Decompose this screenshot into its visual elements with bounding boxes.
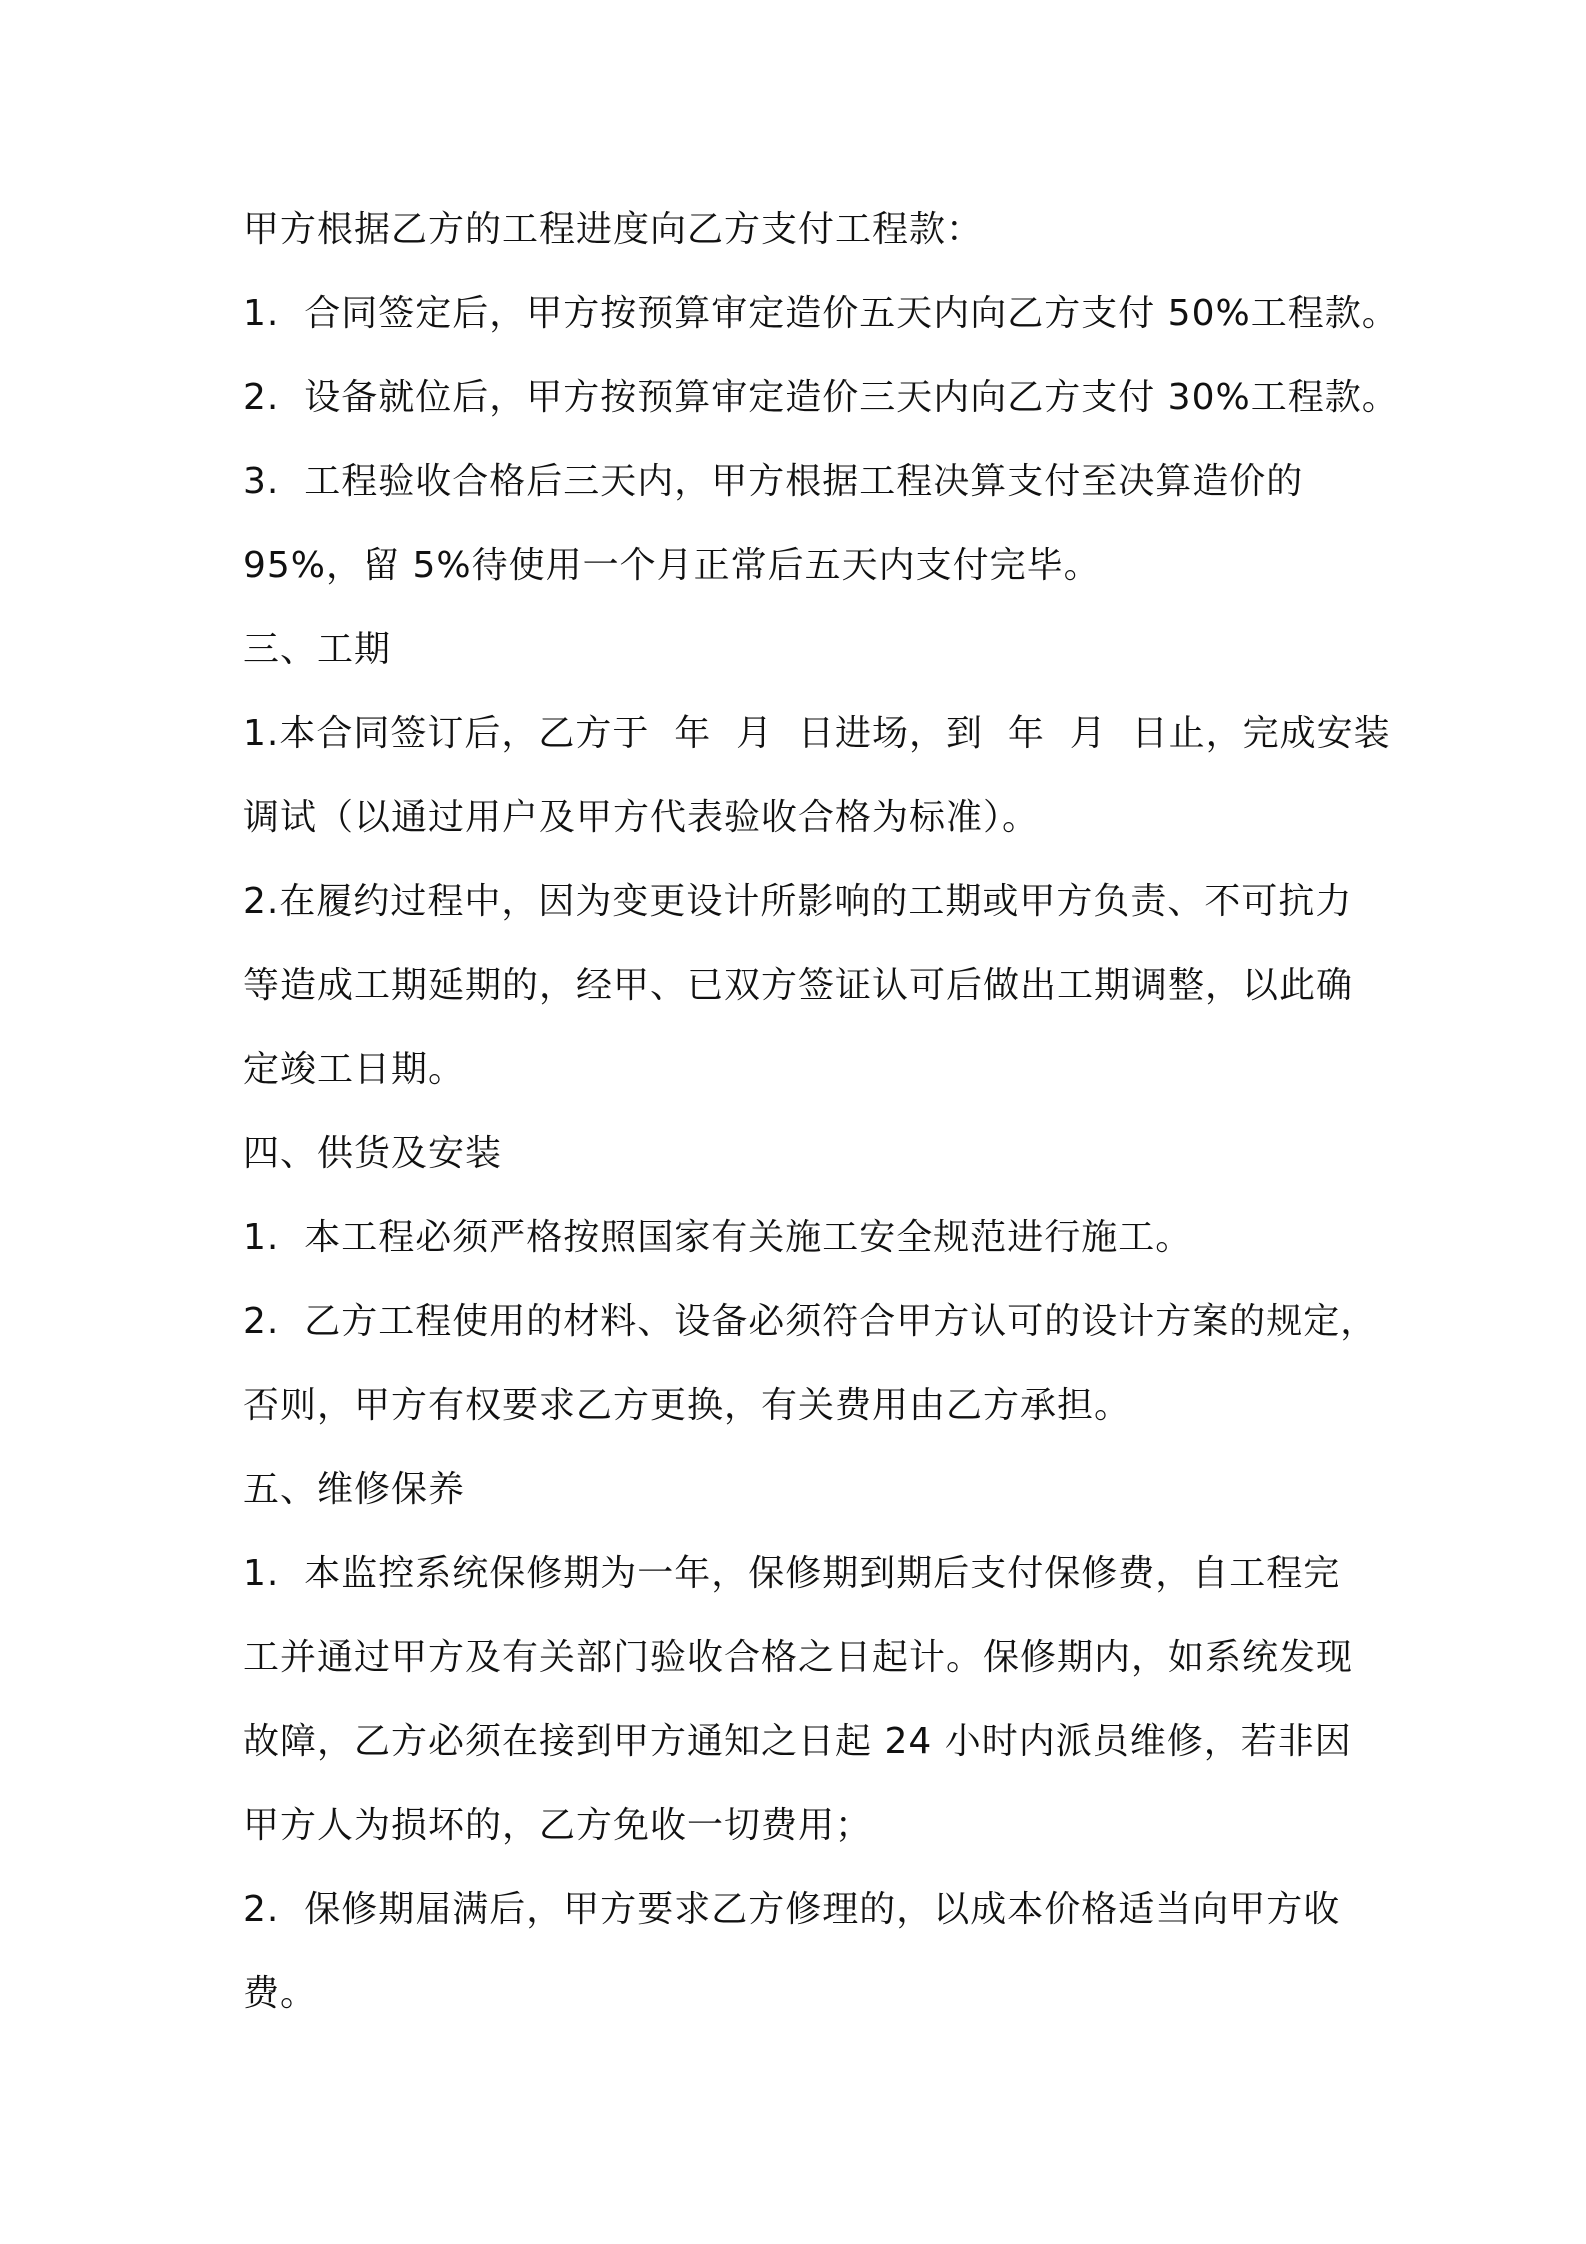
maintenance-item-1-line-3: 故障，乙方必须在接到甲方通知之日起 24 小时内派员维修，若非因: [243, 1721, 1352, 1762]
payment-intro-line: 甲方根据乙方的工程进度向乙方支付工程款：: [243, 209, 984, 250]
payment-item-1-line: 1. 合同签定后，甲方按预算审定造价五天内向乙方支付 50%工程款。: [243, 293, 1399, 334]
supply-item-1-line: 1. 本工程必须严格按照国家有关施工安全规范进行施工。: [243, 1217, 1193, 1258]
maintenance-item-2-line-1: 2. 保修期届满后，甲方要求乙方修理的，以成本价格适当向甲方收: [243, 1889, 1341, 1930]
schedule-item-2-line-2: 等造成工期延期的，经甲、已双方签证认可后做出工期调整，以此确: [243, 965, 1354, 1006]
schedule-item-2-line-3: 定竣工日期。: [243, 1049, 466, 1090]
schedule-item-1-line-2: 调试（以通过用户及甲方代表验收合格为标准）。: [243, 797, 1040, 838]
maintenance-item-2-line-2: 费。: [243, 1973, 318, 2014]
maintenance-item-1-line-4: 甲方人为损坏的，乙方免收一切费用；: [243, 1805, 873, 1846]
section-heading-schedule: 三、工期: [243, 629, 392, 670]
payment-item-3-line-2: 95%，留 5%待使用一个月正常后五天内支付完毕。: [243, 545, 1101, 586]
payment-item-2-line: 2. 设备就位后，甲方按预算审定造价三天内向乙方支付 30%工程款。: [243, 377, 1399, 418]
supply-item-2-line-1: 2. 乙方工程使用的材料、设备必须符合甲方认可的设计方案的规定，: [243, 1301, 1378, 1342]
section-heading-maintenance: 五、维修保养: [243, 1469, 466, 1510]
payment-item-3-line-1: 3. 工程验收合格后三天内，甲方根据工程决算支付至决算造价的: [243, 461, 1304, 502]
section-heading-supply: 四、供货及安装: [243, 1133, 503, 1174]
supply-item-2-line-2: 否则，甲方有权要求乙方更换，有关费用由乙方承担。: [243, 1385, 1132, 1426]
maintenance-item-1-line-2: 工并通过甲方及有关部门验收合格之日起计。保修期内，如系统发现: [243, 1637, 1354, 1678]
maintenance-item-1-line-1: 1. 本监控系统保修期为一年，保修期到期后支付保修费，自工程完: [243, 1553, 1341, 1594]
schedule-item-2-line-1: 2.在履约过程中，因为变更设计所影响的工期或甲方负责、不可抗力: [243, 881, 1353, 922]
schedule-item-1-line-1: 1.本合同签订后，乙方于 年 月 日进场，到 年 月 日止，完成安装: [243, 713, 1391, 754]
